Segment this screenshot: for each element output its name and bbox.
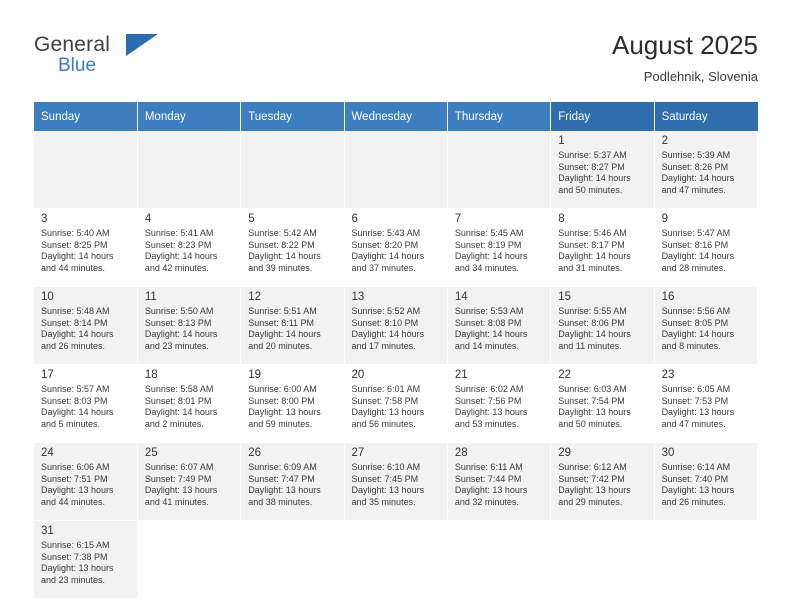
day-number: 1 bbox=[558, 135, 565, 147]
calendar-day-cell bbox=[34, 521, 137, 599]
day-info-line: Sunrise: 5:53 AM bbox=[454, 306, 524, 316]
day-info-line: and 26 minutes. bbox=[41, 340, 106, 351]
day-info-line: and 34 minutes. bbox=[454, 262, 519, 273]
title-block bbox=[612, 28, 758, 86]
calendar-day-cell-empty bbox=[344, 131, 447, 209]
day-info-line: Daylight: 13 hours bbox=[558, 485, 631, 496]
weekday-header-wednesday: Wednesday bbox=[344, 102, 447, 131]
day-info-line: Daylight: 13 hours bbox=[351, 407, 425, 418]
calendar-day-cell bbox=[241, 365, 344, 443]
day-info-line: and 29 minutes. bbox=[558, 496, 623, 507]
day-info-line: and 42 minutes. bbox=[144, 262, 209, 273]
day-number: 3 bbox=[41, 213, 48, 225]
day-info-line: Sunrise: 6:14 AM bbox=[661, 462, 731, 472]
calendar-day-cell bbox=[137, 209, 240, 287]
day-info-line: and 50 minutes. bbox=[558, 418, 623, 429]
logo-text-blue: Blue bbox=[58, 55, 97, 76]
day-info-line: Daylight: 13 hours bbox=[351, 485, 425, 496]
day-sun-info bbox=[662, 462, 752, 508]
day-info-line: Daylight: 13 hours bbox=[248, 485, 321, 496]
calendar-day-cell bbox=[34, 287, 137, 365]
day-info-line: Sunrise: 5:39 AM bbox=[661, 150, 731, 160]
day-info-line: and 31 minutes. bbox=[558, 262, 623, 273]
day-number: 19 bbox=[248, 369, 261, 381]
calendar-day-cell-empty bbox=[241, 521, 344, 599]
calendar-day-cell-empty bbox=[137, 131, 240, 209]
day-info-line: Sunset: 8:23 PM bbox=[144, 239, 212, 250]
page-title: August 2025 bbox=[611, 30, 758, 60]
calendar-day-cell bbox=[137, 365, 240, 443]
day-sun-info bbox=[248, 462, 338, 508]
day-info-line: Daylight: 14 hours bbox=[144, 407, 218, 418]
day-info-line: Daylight: 13 hours bbox=[41, 563, 114, 574]
day-sun-info bbox=[145, 384, 235, 430]
calendar-day-cell-empty bbox=[447, 131, 550, 209]
day-info-line: Sunrise: 6:03 AM bbox=[558, 384, 627, 394]
day-sun-info bbox=[145, 306, 235, 352]
day-info-line: Sunrise: 6:10 AM bbox=[351, 462, 421, 472]
day-number: 30 bbox=[661, 447, 675, 459]
day-info-line: Daylight: 13 hours bbox=[558, 407, 631, 418]
day-info-line: Sunrise: 5:47 AM bbox=[661, 228, 731, 238]
day-info-line: and 41 minutes. bbox=[144, 496, 209, 507]
calendar-day-cell-empty bbox=[551, 521, 654, 599]
day-info-line: and 8 minutes. bbox=[661, 340, 721, 351]
logo-flag-icon bbox=[126, 34, 158, 56]
calendar-day-cell bbox=[34, 209, 137, 287]
day-sun-info bbox=[248, 306, 338, 352]
day-info-line: Sunrise: 6:01 AM bbox=[351, 384, 421, 394]
day-number: 20 bbox=[351, 369, 365, 381]
calendar-body bbox=[34, 131, 758, 599]
day-number: 16 bbox=[661, 291, 675, 303]
day-number: 10 bbox=[41, 291, 54, 303]
day-info-line: Sunset: 7:53 PM bbox=[661, 395, 729, 406]
day-info-line: Daylight: 14 hours bbox=[248, 329, 321, 340]
weekday-header-saturday: Saturday bbox=[654, 102, 757, 131]
day-info-line: Daylight: 13 hours bbox=[41, 485, 114, 496]
day-info-line: Sunset: 8:25 PM bbox=[41, 239, 108, 250]
calendar-day-cell bbox=[344, 209, 447, 287]
day-info-line: Sunrise: 5:57 AM bbox=[41, 384, 110, 394]
calendar-day-cell bbox=[447, 365, 550, 443]
day-info-line: Sunrise: 6:02 AM bbox=[454, 384, 524, 394]
calendar-week-row bbox=[34, 287, 758, 365]
day-info-line: Daylight: 13 hours bbox=[454, 485, 528, 496]
calendar-day-cell bbox=[344, 365, 447, 443]
day-number: 27 bbox=[351, 447, 365, 459]
day-sun-info bbox=[352, 462, 442, 508]
calendar-day-cell bbox=[654, 443, 757, 521]
day-info-line: Daylight: 14 hours bbox=[41, 251, 114, 262]
day-info-line: Sunset: 8:10 PM bbox=[351, 317, 419, 328]
day-info-line: Sunset: 8:14 PM bbox=[41, 317, 108, 328]
day-number: 21 bbox=[454, 369, 468, 381]
day-sun-info bbox=[455, 462, 545, 508]
calendar-day-cell bbox=[654, 209, 757, 287]
day-info-line: Sunset: 7:44 PM bbox=[454, 473, 522, 484]
day-info-line: and 44 minutes. bbox=[41, 496, 106, 507]
day-info-line: Daylight: 14 hours bbox=[351, 329, 425, 340]
day-sun-info bbox=[455, 384, 545, 430]
calendar-day-cell bbox=[344, 287, 447, 365]
day-sun-info bbox=[558, 306, 648, 352]
day-info-line: Sunrise: 5:42 AM bbox=[248, 228, 317, 238]
day-sun-info bbox=[352, 384, 442, 430]
day-info-line: Sunset: 8:22 PM bbox=[248, 239, 315, 250]
day-info-line: Sunrise: 6:05 AM bbox=[661, 384, 731, 394]
day-sun-info bbox=[455, 306, 545, 352]
day-info-line: and 17 minutes. bbox=[351, 340, 416, 351]
day-info-line: Daylight: 14 hours bbox=[41, 329, 114, 340]
day-number: 15 bbox=[558, 291, 572, 303]
day-sun-info bbox=[455, 228, 545, 274]
day-info-line: and 56 minutes. bbox=[351, 418, 416, 429]
day-number: 8 bbox=[558, 213, 565, 225]
day-info-line: Sunrise: 6:07 AM bbox=[144, 462, 214, 472]
weekday-header-friday: Friday bbox=[551, 102, 654, 131]
day-info-line: Sunset: 8:20 PM bbox=[351, 239, 419, 250]
day-info-line: and 47 minutes. bbox=[661, 184, 726, 195]
calendar-day-cell-empty bbox=[654, 521, 757, 599]
day-info-line: Sunset: 8:27 PM bbox=[558, 161, 625, 172]
day-info-line: Sunrise: 5:56 AM bbox=[661, 306, 731, 316]
day-info-line: Sunrise: 5:37 AM bbox=[558, 150, 627, 160]
calendar-day-cell-empty bbox=[137, 521, 240, 599]
day-info-line: Daylight: 14 hours bbox=[558, 251, 631, 262]
day-info-line: Sunset: 8:16 PM bbox=[661, 239, 729, 250]
calendar-day-cell bbox=[344, 443, 447, 521]
day-number: 17 bbox=[41, 369, 54, 381]
day-info-line: Sunrise: 5:46 AM bbox=[558, 228, 627, 238]
general-blue-logo bbox=[34, 28, 164, 76]
logo-text-general: General bbox=[34, 33, 111, 56]
day-info-line: Sunset: 8:08 PM bbox=[454, 317, 522, 328]
day-info-line: Sunset: 7:51 PM bbox=[41, 473, 108, 484]
day-sun-info bbox=[352, 306, 442, 352]
day-sun-info bbox=[662, 228, 752, 274]
calendar-day-cell bbox=[34, 443, 137, 521]
day-sun-info bbox=[41, 462, 132, 508]
day-info-line: and 35 minutes. bbox=[351, 496, 416, 507]
day-info-line: Sunrise: 5:50 AM bbox=[144, 306, 214, 316]
calendar-day-cell bbox=[654, 365, 757, 443]
day-info-line: Sunset: 8:06 PM bbox=[558, 317, 625, 328]
calendar-day-cell-empty bbox=[34, 131, 137, 209]
day-info-line: Daylight: 14 hours bbox=[558, 173, 631, 184]
day-sun-info bbox=[248, 228, 338, 274]
day-sun-info bbox=[662, 306, 752, 352]
day-info-line: and 53 minutes. bbox=[454, 418, 519, 429]
day-info-line: Sunset: 8:00 PM bbox=[248, 395, 315, 406]
day-info-line: and 14 minutes. bbox=[454, 340, 519, 351]
day-number: 4 bbox=[144, 213, 152, 225]
day-info-line: Sunrise: 5:51 AM bbox=[248, 306, 317, 316]
day-sun-info bbox=[41, 306, 132, 352]
day-info-line: Sunrise: 6:00 AM bbox=[248, 384, 317, 394]
calendar-week-row bbox=[34, 365, 758, 443]
calendar-week-row bbox=[34, 131, 758, 209]
day-number: 12 bbox=[248, 291, 261, 303]
day-info-line: and 23 minutes. bbox=[41, 574, 106, 585]
day-info-line: Sunset: 8:11 PM bbox=[248, 317, 315, 328]
day-number: 5 bbox=[248, 213, 255, 225]
day-sun-info bbox=[558, 384, 648, 430]
day-info-line: Daylight: 14 hours bbox=[454, 329, 528, 340]
day-info-line: Sunrise: 6:09 AM bbox=[248, 462, 317, 472]
day-info-line: Sunset: 8:05 PM bbox=[661, 317, 729, 328]
calendar-day-cell-empty bbox=[241, 131, 344, 209]
day-info-line: Sunrise: 5:43 AM bbox=[351, 228, 421, 238]
day-sun-info bbox=[41, 540, 132, 586]
day-info-line: Sunrise: 6:12 AM bbox=[558, 462, 627, 472]
calendar-day-cell bbox=[241, 443, 344, 521]
calendar-day-cell bbox=[551, 443, 654, 521]
day-info-line: Daylight: 13 hours bbox=[661, 485, 735, 496]
day-info-line: Sunrise: 6:11 AM bbox=[454, 462, 523, 472]
day-info-line: and 32 minutes. bbox=[454, 496, 519, 507]
day-info-line: Daylight: 13 hours bbox=[248, 407, 321, 418]
location-subtitle: Podlehnik, Slovenia bbox=[643, 69, 758, 84]
day-info-line: Sunrise: 6:15 AM bbox=[41, 540, 110, 550]
day-number: 22 bbox=[558, 369, 572, 381]
calendar-day-cell bbox=[551, 287, 654, 365]
day-info-line: and 39 minutes. bbox=[248, 262, 313, 273]
day-number: 9 bbox=[661, 213, 668, 225]
day-sun-info bbox=[662, 384, 752, 430]
day-info-line: Daylight: 14 hours bbox=[454, 251, 528, 262]
day-info-line: Daylight: 13 hours bbox=[454, 407, 528, 418]
day-info-line: and 28 minutes. bbox=[661, 262, 726, 273]
day-info-line: Sunrise: 5:45 AM bbox=[454, 228, 524, 238]
calendar-week-row bbox=[34, 443, 758, 521]
day-number: 2 bbox=[661, 135, 668, 147]
day-number: 26 bbox=[248, 447, 261, 459]
weekday-header-monday: Monday bbox=[137, 102, 240, 131]
day-sun-info bbox=[145, 462, 235, 508]
day-number: 23 bbox=[661, 369, 675, 381]
calendar-week-row bbox=[34, 521, 758, 599]
day-sun-info bbox=[145, 228, 235, 274]
calendar-day-cell-empty bbox=[344, 521, 447, 599]
calendar-header-row bbox=[34, 102, 758, 131]
day-info-line: Sunset: 7:42 PM bbox=[558, 473, 625, 484]
day-sun-info bbox=[558, 150, 648, 196]
day-info-line: and 20 minutes. bbox=[248, 340, 313, 351]
day-info-line: Sunset: 7:38 PM bbox=[41, 551, 108, 562]
calendar-day-cell bbox=[34, 365, 137, 443]
day-sun-info bbox=[558, 462, 648, 508]
day-info-line: Sunset: 8:17 PM bbox=[558, 239, 625, 250]
day-number: 18 bbox=[144, 369, 158, 381]
day-info-line: Daylight: 14 hours bbox=[661, 329, 735, 340]
day-info-line: Daylight: 14 hours bbox=[661, 173, 735, 184]
day-info-line: Sunrise: 5:58 AM bbox=[144, 384, 214, 394]
day-info-line: Daylight: 14 hours bbox=[144, 251, 218, 262]
calendar-day-cell bbox=[241, 209, 344, 287]
day-number: 13 bbox=[351, 291, 365, 303]
day-number: 25 bbox=[144, 447, 158, 459]
day-info-line: Sunset: 7:40 PM bbox=[661, 473, 729, 484]
day-info-line: Sunrise: 6:06 AM bbox=[41, 462, 110, 472]
calendar-day-cell bbox=[447, 443, 550, 521]
calendar-day-cell bbox=[137, 287, 240, 365]
day-info-line: Sunset: 7:49 PM bbox=[144, 473, 212, 484]
day-info-line: Sunrise: 5:52 AM bbox=[351, 306, 421, 316]
day-number: 29 bbox=[558, 447, 572, 459]
day-info-line: Sunrise: 5:40 AM bbox=[41, 228, 110, 238]
calendar-day-cell bbox=[447, 209, 550, 287]
day-info-line: Daylight: 14 hours bbox=[558, 329, 631, 340]
calendar-day-cell bbox=[551, 209, 654, 287]
day-number: 14 bbox=[454, 291, 468, 303]
day-info-line: and 5 minutes. bbox=[41, 418, 101, 429]
page-header bbox=[34, 28, 758, 90]
day-info-line: Sunset: 8:13 PM bbox=[144, 317, 212, 328]
day-sun-info bbox=[558, 228, 648, 274]
day-number: 28 bbox=[454, 447, 468, 459]
calendar-day-cell bbox=[551, 131, 654, 209]
calendar-day-cell-empty bbox=[447, 521, 550, 599]
day-info-line: Sunrise: 5:55 AM bbox=[558, 306, 627, 316]
day-info-line: Daylight: 14 hours bbox=[144, 329, 218, 340]
day-number: 24 bbox=[41, 447, 54, 459]
day-number: 7 bbox=[454, 213, 462, 225]
day-number: 11 bbox=[144, 291, 157, 303]
day-info-line: and 2 minutes. bbox=[144, 418, 204, 429]
day-info-line: Sunset: 7:54 PM bbox=[558, 395, 625, 406]
day-sun-info bbox=[352, 228, 442, 274]
day-info-line: Daylight: 13 hours bbox=[144, 485, 218, 496]
day-info-line: and 50 minutes. bbox=[558, 184, 623, 195]
day-sun-info bbox=[41, 228, 132, 274]
day-info-line: and 47 minutes. bbox=[661, 418, 726, 429]
day-info-line: and 44 minutes. bbox=[41, 262, 106, 273]
day-sun-info bbox=[41, 384, 132, 430]
weekday-header-sunday: Sunday bbox=[34, 102, 137, 131]
calendar-day-cell bbox=[241, 287, 344, 365]
calendar-day-cell bbox=[654, 287, 757, 365]
day-info-line: Daylight: 14 hours bbox=[41, 407, 114, 418]
weekday-header-tuesday: Tuesday bbox=[241, 102, 344, 131]
day-number: 31 bbox=[41, 525, 54, 537]
day-info-line: and 38 minutes. bbox=[248, 496, 313, 507]
calendar-day-cell bbox=[137, 443, 240, 521]
day-info-line: Sunset: 7:56 PM bbox=[454, 395, 522, 406]
day-sun-info bbox=[248, 384, 338, 430]
calendar-day-cell bbox=[551, 365, 654, 443]
day-info-line: Sunrise: 5:41 AM bbox=[144, 228, 214, 238]
day-info-line: Sunset: 7:47 PM bbox=[248, 473, 315, 484]
calendar-day-cell bbox=[654, 131, 757, 209]
day-info-line: Sunset: 8:01 PM bbox=[144, 395, 212, 406]
day-info-line: and 11 minutes. bbox=[558, 340, 622, 351]
day-info-line: Sunset: 7:58 PM bbox=[351, 395, 419, 406]
day-info-line: Sunset: 8:26 PM bbox=[661, 161, 729, 172]
calendar-day-cell bbox=[447, 287, 550, 365]
day-info-line: Daylight: 14 hours bbox=[661, 251, 735, 262]
weekday-header-thursday: Thursday bbox=[447, 102, 550, 131]
day-info-line: Daylight: 14 hours bbox=[248, 251, 321, 262]
day-info-line: Sunset: 8:19 PM bbox=[454, 239, 522, 250]
calendar-week-row bbox=[34, 209, 758, 287]
day-info-line: Daylight: 14 hours bbox=[351, 251, 425, 262]
day-info-line: and 26 minutes. bbox=[661, 496, 726, 507]
day-info-line: and 59 minutes. bbox=[248, 418, 313, 429]
sun-times-calendar bbox=[34, 102, 758, 599]
day-info-line: and 23 minutes. bbox=[144, 340, 209, 351]
day-info-line: Sunrise: 5:48 AM bbox=[41, 306, 110, 316]
day-info-line: Sunset: 8:03 PM bbox=[41, 395, 108, 406]
day-info-line: Sunset: 7:45 PM bbox=[351, 473, 419, 484]
day-number: 6 bbox=[351, 213, 358, 225]
day-info-line: Daylight: 13 hours bbox=[661, 407, 735, 418]
day-info-line: and 37 minutes. bbox=[351, 262, 416, 273]
day-sun-info bbox=[662, 150, 752, 196]
